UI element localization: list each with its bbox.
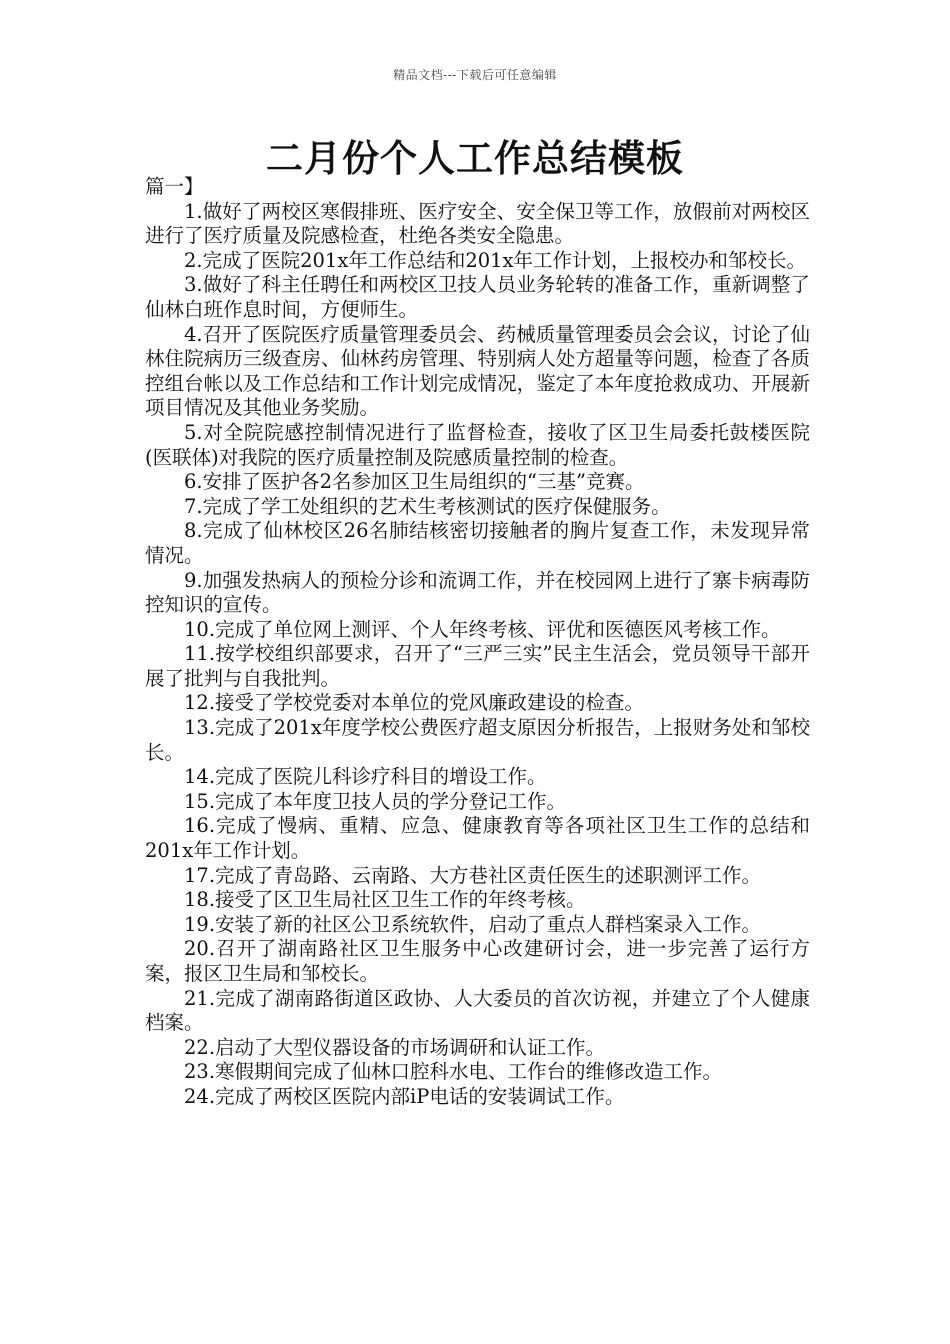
list-item: 1.做好了两校区寒假排班、医疗安全、安全保卫等工作，放假前对两校区进行了医疗质量及院感检查，杜绝各类安全隐患。 (145, 199, 810, 248)
document-title: 二月份个人工作总结模板 (266, 137, 684, 180)
list-item: 6.安排了医护各2名参加区卫生局组织的“三基”竞赛。 (184, 470, 645, 494)
list-item: 19.安装了新的社区公卫系统软件，启动了重点人群档案录入工作。 (184, 912, 762, 936)
list-item: 7.完成了学工处组织的艺术生考核测试的医疗保健服务。 (184, 494, 671, 518)
list-item: 11.按学校组织部要求，召开了“三严三实”民主生活会，党员领导干部开展了批判与自我批判。 (145, 642, 810, 690)
list-item: 22.启动了大型仪器设备的市场调研和认证工作。 (184, 1035, 606, 1059)
section-label: 篇一】 (145, 175, 204, 198)
page-header: 精品文档---下载后可任意编辑 (393, 68, 557, 82)
list-item: 15.完成了本年度卫技人员的学分登记工作。 (184, 789, 567, 813)
list-item: 14.完成了医院儿科诊疗科目的增设工作。 (184, 765, 547, 789)
list-item: 5.对全院院感控制情况进行了监督检查，接收了区卫生局委托鼓楼医院(医联体)对我院的医疗质量控制及院感质量控制的检查。 (145, 420, 810, 469)
list-item: 8.完成了仙林校区26名肺结核密切接触者的胸片复查工作，未发现异常情况。 (145, 519, 810, 567)
list-item: 18.接受了区卫生局社区卫生工作的年终考核。 (184, 888, 586, 912)
list-item: 20.召开了湖南路社区卫生服务中心改建研讨会，进一步完善了运行方案，报区卫生局和邹校长。 (145, 937, 810, 985)
list-item: 23.寒假期间完成了仙林口腔科水电、工作台的维修改造工作。 (184, 1060, 723, 1084)
document-body (145, 175, 810, 1110)
list-item: 17.完成了青岛路、云南路、大方巷社区责任医生的述职测评工作。 (184, 863, 762, 887)
list-item: 4.召开了医院医疗质量管理委员会、药械质量管理委员会会议，讨论了仙林住院病历三级查房、仙林药房管理、特别病人处方超量等问题，检查了各质控组台帐以及工作总结和工作计划完成情况，鉴定了本年度抢救成功、开展新项目情况及其他业务奖励。 (145, 322, 810, 420)
list-item: 12.接受了学校党委对本单位的党风廉政建设的检查。 (184, 691, 645, 715)
list-item: 16.完成了慢病、重精、应急、健康教育等各项社区卫生工作的总结和201x年工作计划。 (145, 814, 810, 863)
list-item: 3.做好了科主任聘任和两校区卫技人员业务轮转的准备工作，重新调整了仙林白班作息时间，方便师生。 (145, 273, 810, 321)
list-item: 24.完成了两校区医院内部iP电话的安装调试工作。 (184, 1084, 625, 1108)
list-item: 9.加强发热病人的预检分诊和流调工作，并在校园网上进行了寨卡病毒防控知识的宣传。 (145, 568, 810, 617)
list-item: 10.完成了单位网上测评、个人年终考核、评优和医德医风考核工作。 (184, 617, 781, 641)
list-item: 21.完成了湖南路街道区政协、人大委员的首次访视，并建立了个人健康档案。 (145, 986, 810, 1035)
list-item: 13.完成了201x年度学校公费医疗超支原因分析报告，上报财务处和邹校长。 (145, 716, 810, 764)
list-item: 2.完成了医院201x年工作总结和201x年工作计划，上报校办和邹校长。 (184, 248, 807, 272)
